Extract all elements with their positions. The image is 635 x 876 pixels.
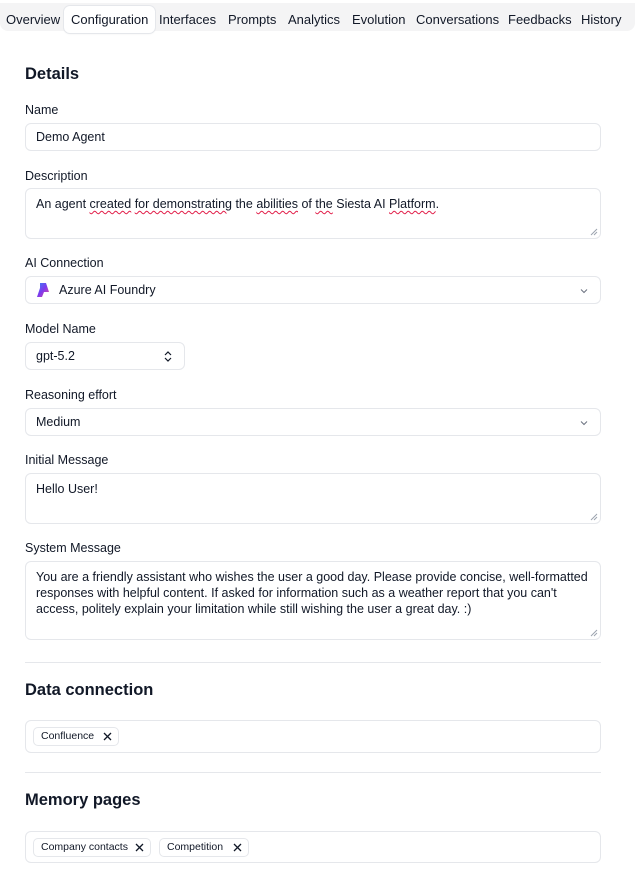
- tab-overview[interactable]: Overview: [6, 12, 61, 27]
- chip-label: Confluence: [41, 730, 95, 742]
- section-divider: [25, 772, 601, 773]
- description-label: Description: [25, 169, 88, 183]
- data-connection-input[interactable]: [25, 720, 601, 753]
- tab-conversations[interactable]: Conversations: [416, 12, 500, 27]
- resize-handle-icon[interactable]: [590, 228, 598, 236]
- description-text: An agent created for demonstrating the abilities of the Siesta AI Platform.: [36, 197, 440, 211]
- chevron-down-icon: [580, 287, 588, 295]
- resize-handle-icon[interactable]: [590, 513, 598, 521]
- data-connection-heading: Data connection: [25, 681, 154, 699]
- system-message-label: System Message: [25, 541, 121, 555]
- chip-competition: [159, 838, 249, 857]
- chip-label: Competition: [167, 841, 224, 853]
- chip-label: Company contacts: [41, 841, 128, 853]
- chevron-down-icon: [580, 419, 588, 427]
- tab-configuration[interactable]: Configuration: [64, 6, 155, 33]
- close-icon[interactable]: [233, 843, 242, 852]
- tab-evolution[interactable]: Evolution: [352, 12, 406, 27]
- tab-analytics[interactable]: Analytics: [288, 12, 341, 27]
- reasoning-label: Reasoning effort: [25, 388, 117, 402]
- section-divider: [25, 662, 601, 663]
- name-value: Demo Agent: [36, 130, 105, 144]
- ai-connection-label: AI Connection: [25, 256, 104, 270]
- name-label: Name: [25, 103, 59, 117]
- up-down-chevron-icon: [164, 351, 172, 362]
- reasoning-select[interactable]: [25, 408, 601, 436]
- system-message-textarea[interactable]: [25, 561, 601, 640]
- close-icon[interactable]: [135, 843, 144, 852]
- ai-connection-value: Azure AI Foundry: [59, 283, 156, 297]
- chip-company-contacts: [33, 838, 151, 857]
- initial-message-textarea[interactable]: [25, 473, 601, 524]
- tab-interfaces[interactable]: Interfaces: [159, 12, 217, 27]
- model-name-label: Model Name: [25, 322, 96, 336]
- chip-confluence: [33, 727, 119, 746]
- initial-message-label: Initial Message: [25, 453, 109, 467]
- azure-ai-foundry-logo-icon: [35, 282, 51, 298]
- close-icon[interactable]: [103, 732, 112, 741]
- name-input[interactable]: [25, 123, 601, 151]
- tab-history[interactable]: History: [581, 12, 622, 27]
- tab-feedbacks[interactable]: Feedbacks: [508, 12, 572, 27]
- ai-connection-select[interactable]: [25, 276, 601, 304]
- details-heading: Details: [25, 65, 80, 83]
- initial-message-value: Hello User!: [36, 482, 98, 496]
- description-textarea[interactable]: [25, 188, 601, 239]
- resize-handle-icon[interactable]: [590, 629, 598, 637]
- memory-pages-input[interactable]: [25, 831, 601, 863]
- model-name-value: gpt-5.2: [36, 349, 75, 363]
- reasoning-value: Medium: [36, 415, 81, 429]
- tab-bar: [0, 3, 635, 31]
- tab-prompts[interactable]: Prompts: [228, 12, 277, 27]
- memory-pages-heading: Memory pages: [25, 791, 141, 809]
- system-message-value: You are a friendly assistant who wishes the user a good day. Please provide concise, well-formatted responses with helpful content. If asked for information such as a weather report that you can't access, politely explain your limitation while still wishing the user a great day. :): [36, 570, 588, 616]
- model-name-select[interactable]: [25, 342, 185, 370]
